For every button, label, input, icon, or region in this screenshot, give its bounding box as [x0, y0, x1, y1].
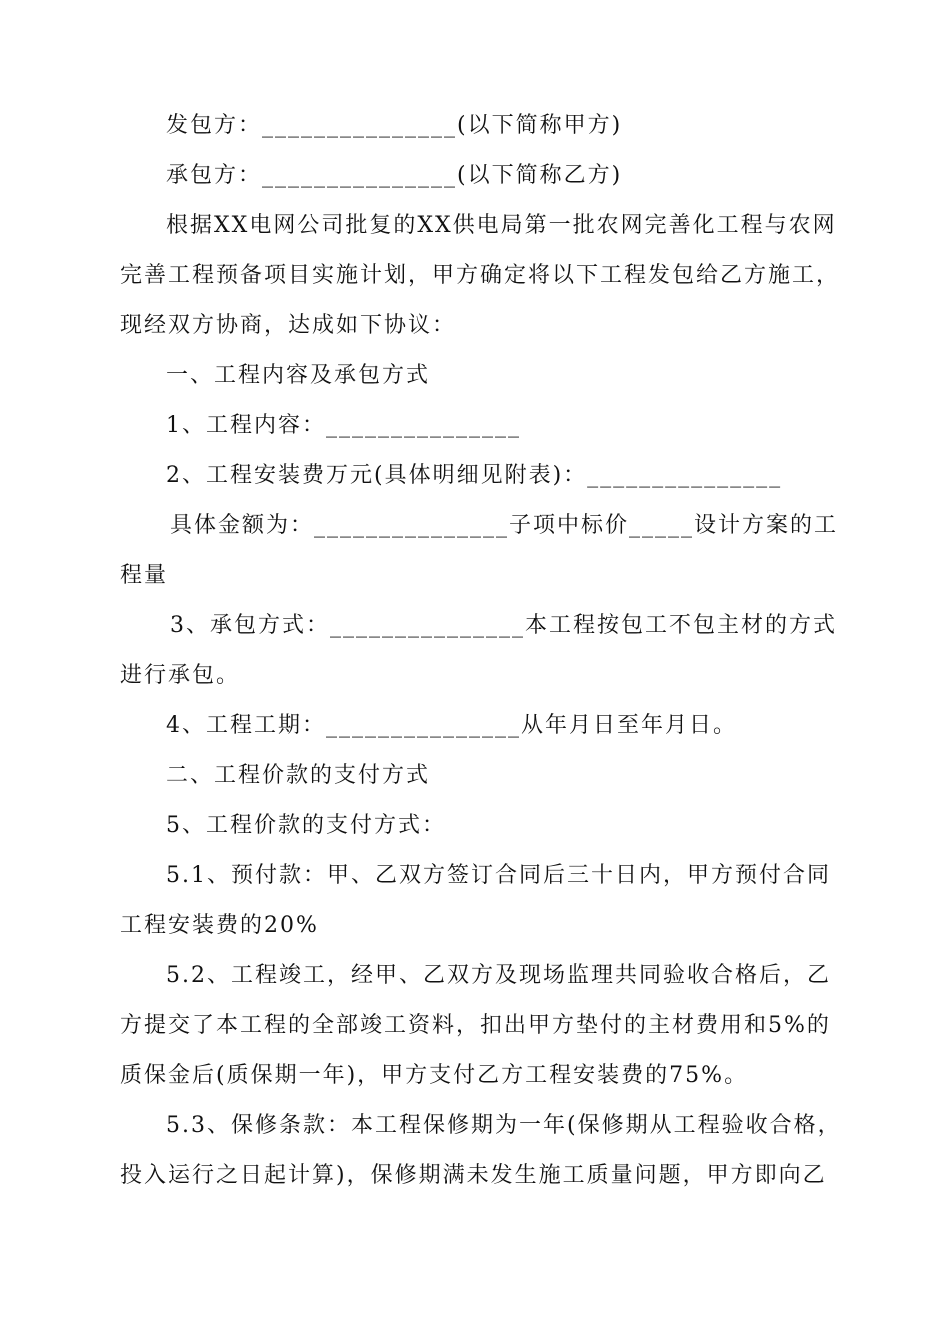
clause-3-line-1: 3、承包方式：_______________本工程按包工不包主材的方式	[170, 613, 837, 638]
clause-5-3-line-2: 投入运行之日起计算)，保修期满未发生施工质量问题，甲方即向乙	[120, 1163, 827, 1188]
contractee-party-line: 承包方：_______________(以下简称乙方)	[166, 163, 623, 188]
clause-4: 4、工程工期：_______________从年月日至年月日。	[166, 713, 737, 738]
clause-2-amount-line-2: 程量	[120, 563, 169, 588]
clause-1: 1、工程内容：_______________	[166, 413, 521, 438]
clause-5-1-line-2: 工程安装费的20%	[120, 913, 319, 938]
clause-3-line-2: 进行承包。	[120, 663, 241, 688]
clause-5-3-line-1: 5.3、保修条款：本工程保修期为一年(保修期从工程验收合格，	[166, 1113, 842, 1138]
clause-2: 2、工程安装费万元(具体明细见附表)：_______________	[166, 463, 783, 488]
contractor-party-line: 发包方：_______________(以下简称甲方)	[166, 113, 623, 138]
preamble-line-3: 现经双方协商，达成如下协议：	[120, 313, 457, 338]
clause-2-amount-line-1: 具体金额为：_______________子项中标价_____设计方案的工	[170, 513, 839, 538]
section-heading-2: 二、工程价款的支付方式	[166, 763, 431, 788]
clause-5-2-line-1: 5.2、工程竣工，经甲、乙双方及现场监理共同验收合格后，乙	[166, 963, 831, 988]
preamble-line-1: 根据XX电网公司批复的XX供电局第一批农网完善化工程与农网	[166, 213, 837, 238]
preamble-line-2: 完善工程预备项目实施计划，甲方确定将以下工程发包给乙方施工，	[120, 263, 841, 288]
clause-5-2-line-2: 方提交了本工程的全部竣工资料，扣出甲方垫付的主材费用和5%的	[120, 1013, 831, 1038]
clause-5-1-line-1: 5.1、预付款：甲、乙双方签订合同后三十日内，甲方预付合同	[166, 863, 831, 888]
clause-5-2-line-3: 质保金后(质保期一年)，甲方支付乙方工程安装费的75%。	[120, 1063, 749, 1088]
clause-5: 5、工程价款的支付方式：	[166, 813, 446, 838]
section-heading-1: 一、工程内容及承包方式	[166, 363, 431, 388]
